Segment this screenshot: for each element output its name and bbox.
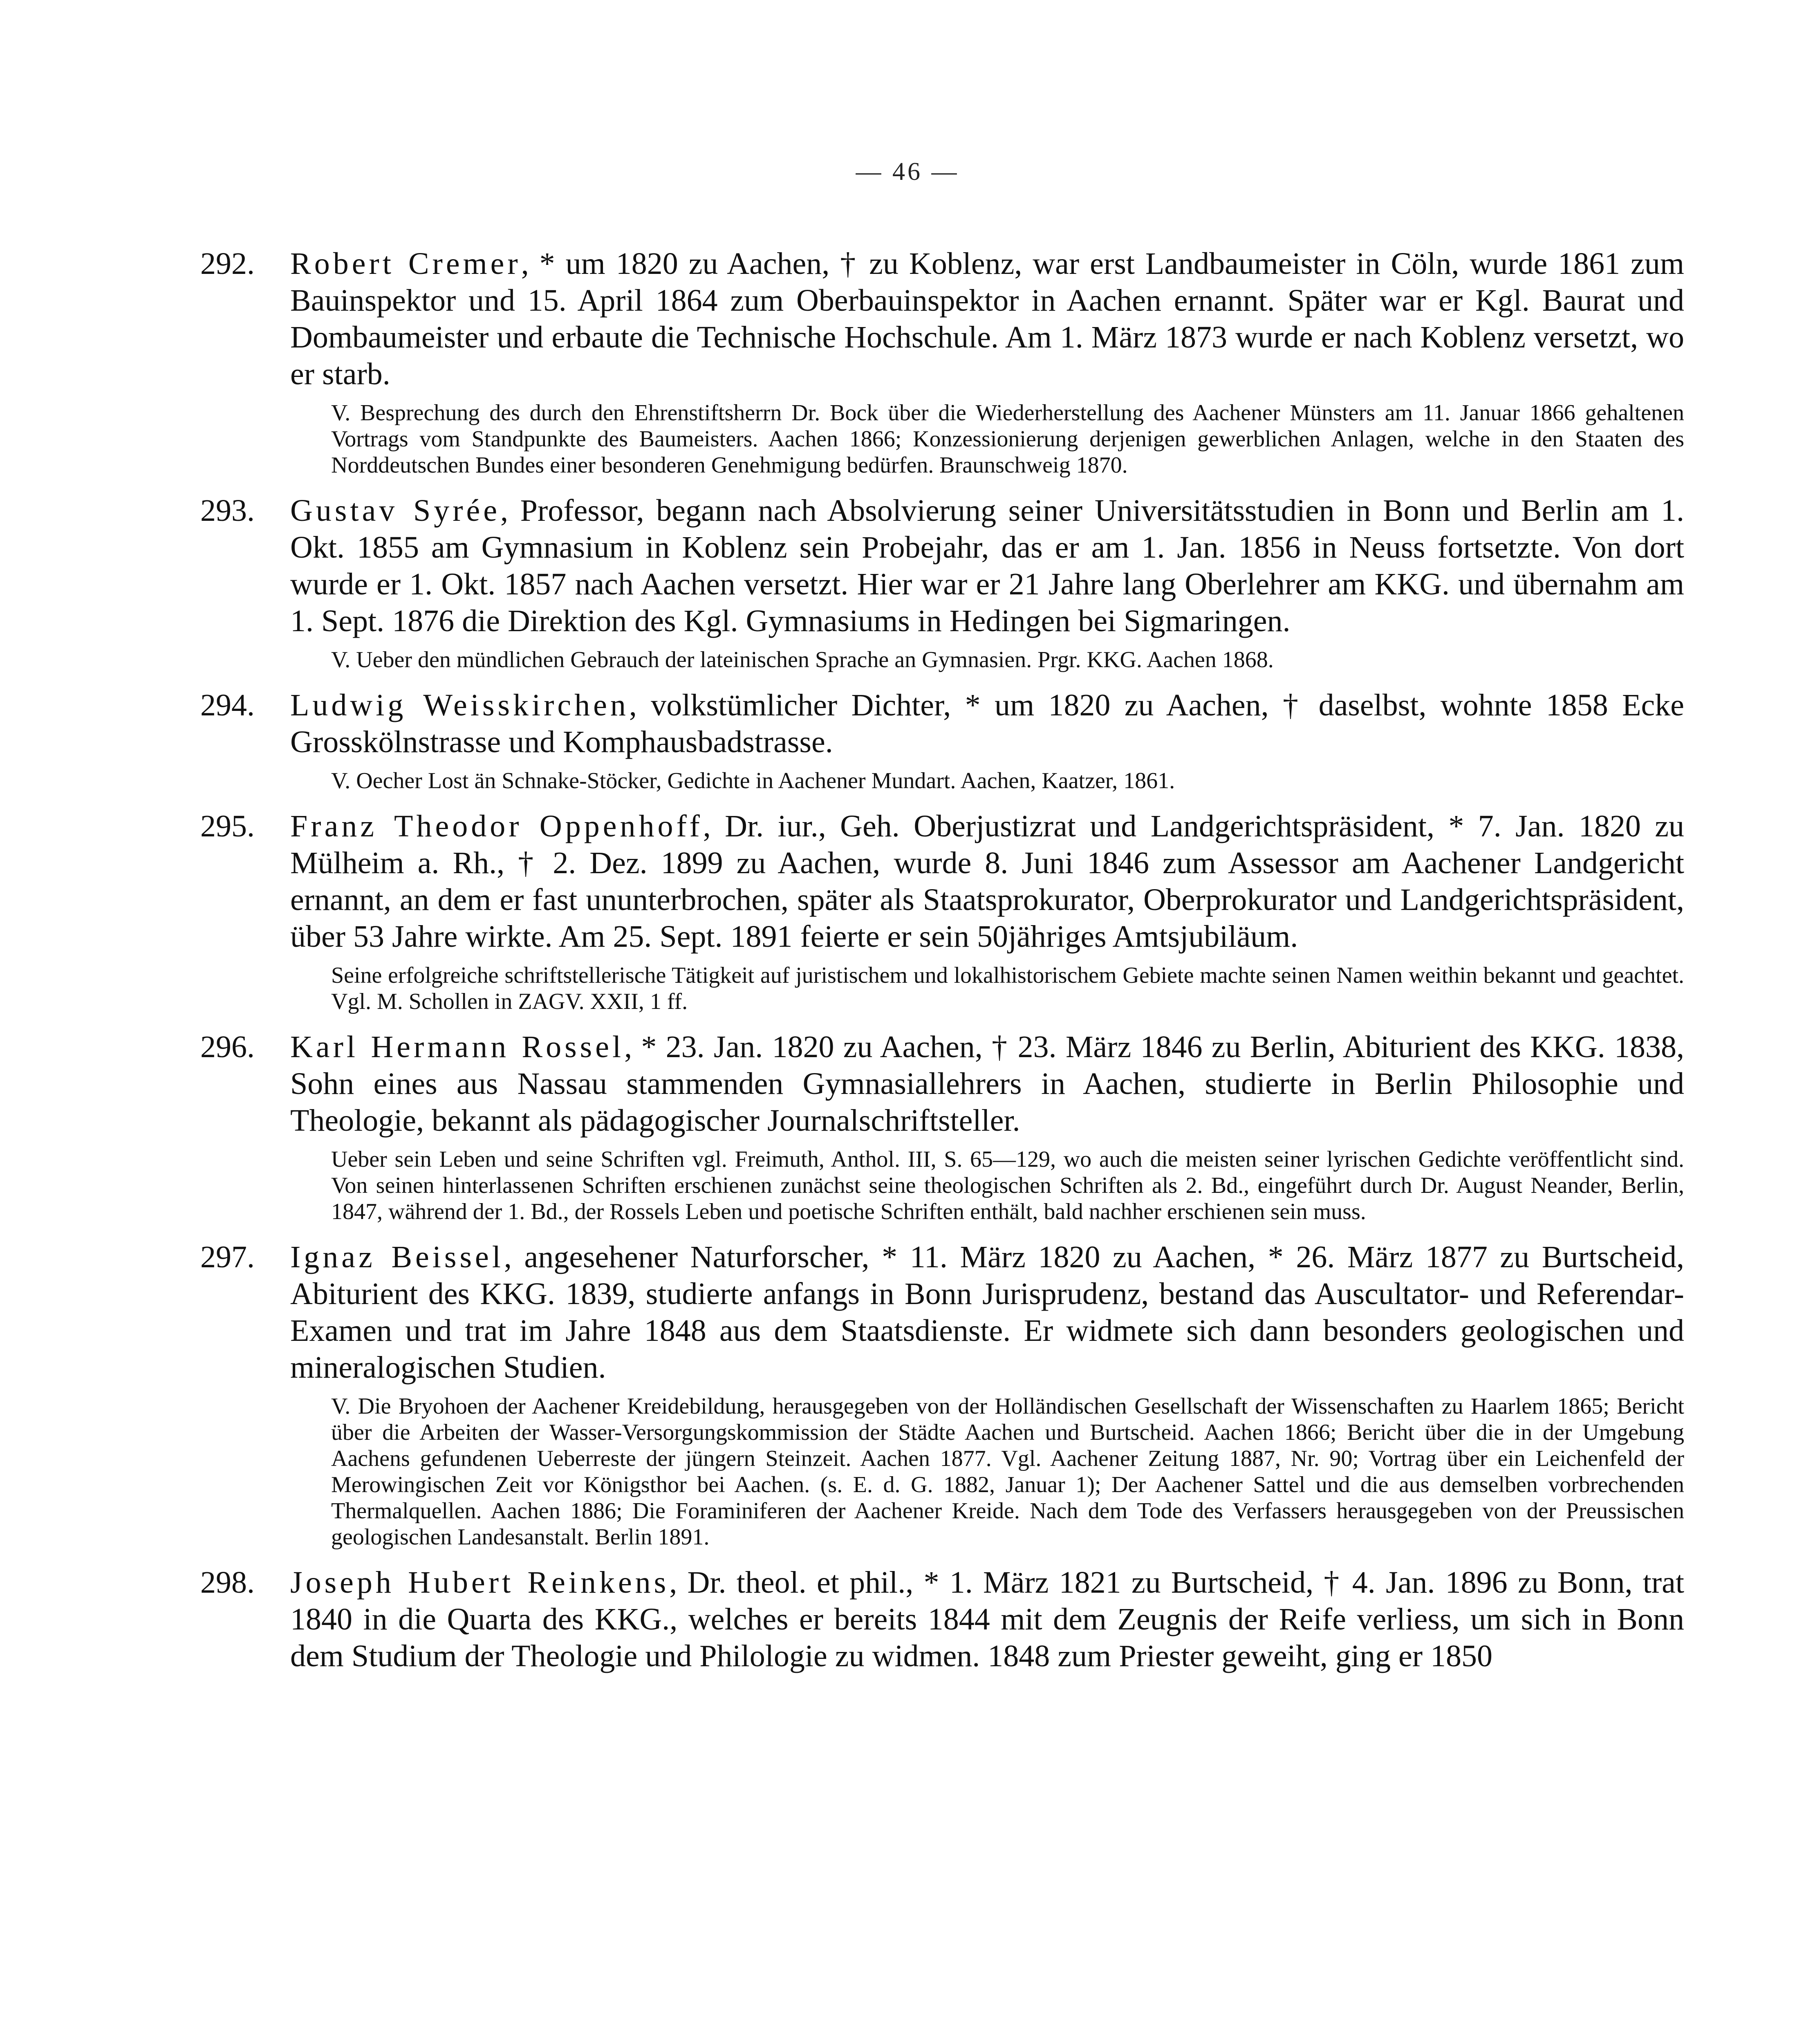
entry-note: V. Ueber den mündlichen Gebrauch der lateinischen Sprache an Gymnasien. Prgr. KKG. Aachen 1868.	[331, 647, 1274, 672]
entry-298	[200, 1564, 1684, 1674]
entry-number: 298.	[200, 1565, 255, 1600]
entry-number: 297.	[200, 1240, 255, 1274]
person-name: Ludwig Weisskirchen	[290, 688, 629, 722]
entry-body: , * um 1820 zu Aachen, † zu Koblenz, war erst Landbaumeister in Cöln, wurde 1861 zum Bauinspektor und 15. April 1864 zum Oberbauinspektor in Aachen ernannt. Später war er Kgl. Baurat und Dombaumeister und erbaute die Technische Hochschule. Am 1. März 1873 wurde er nach Koblenz versetzt, wo er starb.	[290, 247, 1684, 391]
entry-note: Ueber sein Leben und seine Schriften vgl. Freimuth, Anthol. III, S. 65—129, wo auch die meisten seiner lyrischen Gedichte veröffentlicht sind. Von seinen hinterlassenen Schriften erschienen zunächst seine theologischen Schriften als 2. Bd., eingeführt durch Dr. August Neander, Berlin, 1847, während der 1. Bd., der Rossels Leben und poetische Schriften enthält, bald nachher erschienen sein muss.	[331, 1147, 1684, 1224]
person-name: Gustav Syrée	[290, 493, 500, 528]
entry-text	[290, 1029, 1684, 1139]
entry-number: 292.	[200, 247, 255, 281]
entry-body: , * 23. Jan. 1820 zu Aachen, † 23. März 1846 zu Berlin, Abiturient des KKG. 1838, Sohn eines aus Nassau stammenden Gymnasiallehrers in Aachen, studierte in Berlin Philosophie und Theologie, bekannt als pädagogischer Journalschriftsteller.	[290, 1030, 1684, 1138]
entry-292	[200, 245, 1684, 478]
entry-body: , Dr. theol. et phil., * 1. März 1821 zu Burtscheid, † 4. Jan. 1896 zu Bonn, trat 1840 in die Quarta des KKG., welches er bereits 1844 mit dem Zeugnis der Reife verliess, um sich in Bonn dem Studium der Theologie und Philologie zu widmen. 1848 zum Priester geweiht, ging er 1850	[290, 1565, 1684, 1673]
entry-293	[200, 492, 1684, 673]
entry-text	[290, 492, 1684, 639]
entry-number: 296.	[200, 1030, 255, 1064]
person-name: Ignaz Beissel	[290, 1240, 504, 1274]
entry-note: V. Oecher Lost än Schnake-Stöcker, Gedichte in Aachener Mundart. Aachen, Kaatzer, 1861.	[331, 768, 1175, 793]
entry-text	[290, 808, 1684, 955]
entry-body: , angesehener Naturforscher, * 11. März 1820 zu Aachen, * 26. März 1877 zu Burtscheid, Abiturient des KKG. 1839, studierte anfangs in Bonn Jurisprudenz, bestand das Auscultator- und Referendar-Examen und trat im Jahre 1848 aus dem Staatsdienste. Er widmete sich dann besonders geologischen und mineralogischen Studien.	[290, 1240, 1684, 1385]
entry-295	[200, 808, 1684, 1015]
person-name: Robert Cremer	[290, 247, 521, 281]
entry-297	[200, 1239, 1684, 1550]
entry-body: , Professor, begann nach Absolvierung seiner Universitätsstudien in Bonn und Berlin am 1. Okt. 1855 am Gymnasium in Koblenz sein Probejahr, das er am 1. Jan. 1856 in Neuss fortsetzte. Von dort wurde er 1. Okt. 1857 nach Aachen versetzt. Hier war er 21 Jahre lang Oberlehrer am KKG. und übernahm am 1. Sept. 1876 die Direktion des Kgl. Gymnasiums in Hedingen bei Sigmaringen.	[290, 493, 1684, 638]
entry-number: 293.	[200, 493, 255, 528]
person-name: Franz Theodor Oppenhoff	[290, 809, 703, 843]
page-number: — 46 —	[856, 158, 959, 186]
entry-body: , Dr. iur., Geh. Oberjustizrat und Landgerichtspräsident, * 7. Jan. 1820 zu Mülheim a. Rh., † 2. Dez. 1899 zu Aachen, wurde 8. Juni 1846 zum Assessor am Aachener Landgericht ernannt, an dem er fast ununterbrochen, später als Staatsprokurator, Oberprokurator und Landgerichtspräsident, über 53 Jahre wirkte. Am 25. Sept. 1891 feierte er sein 50jähriges Amtsjubiläum.	[290, 809, 1684, 954]
entry-text	[290, 1564, 1684, 1674]
person-name: Karl Hermann Rossel	[290, 1030, 625, 1064]
entry-text	[290, 687, 1684, 760]
entry-text	[290, 1239, 1684, 1386]
entry-body: , volkstümlicher Dichter, * um 1820 zu Aachen, † daselbst, wohnte 1858 Ecke Grosskölnstrasse und Komphausbadstrasse.	[290, 688, 1684, 759]
entry-note: Seine erfolgreiche schriftstellerische Tätigkeit auf juristischem und lokalhistorischem Gebiete machte seinen Namen weithin bekannt und geachtet. Vgl. M. Schollen in ZAGV. XXII, 1 ff.	[331, 963, 1684, 1014]
document-body	[200, 245, 1684, 1688]
entry-294	[200, 687, 1684, 794]
entry-text	[290, 245, 1684, 392]
entry-number: 294.	[200, 688, 255, 722]
entry-note: V. Die Bryohoen der Aachener Kreidebildung, herausgegeben von der Holländischen Gesellschaft der Wissenschaften zu Haarlem 1865; Bericht über die Arbeiten der Wasser-Versorgungskommission der Städte Aachen und Burtscheid. Aachen 1866; Bericht über die in der Umgebung Aachens gefundenen Ueberreste der jüngern Steinzeit. Aachen 1877. Vgl. Aachener Zeitung 1887, Nr. 90; Vortrag über ein Leichenfeld der Merowingischen Zeit vor Königsthor bei Aachen. (s. E. d. G. 1882, Januar 1); Der Aachener Sattel und die aus demselben vorbrechenden Thermalquellen. Aachen 1886; Die Foraminiferen der Aachener Kreide. Nach dem Tode des Verfassers herausgegeben von der Preussischen geologischen Landesanstalt. Berlin 1891.	[331, 1394, 1684, 1550]
entry-number: 295.	[200, 809, 255, 843]
entry-296	[200, 1029, 1684, 1225]
person-name: Joseph Hubert Reinkens	[290, 1565, 670, 1600]
entry-note: V. Besprechung des durch den Ehrenstiftsherrn Dr. Bock über die Wiederherstellung des Aachener Münsters am 11. Januar 1866 gehaltenen Vortrags vom Standpunkte des Baumeisters. Aachen 1866; Konzessionierung derjenigen gewerblichen Anlagen, welche in den Staaten des Norddeutschen Bundes einer besonderen Genehmigung bedürfen. Braunschweig 1870.	[331, 400, 1684, 478]
